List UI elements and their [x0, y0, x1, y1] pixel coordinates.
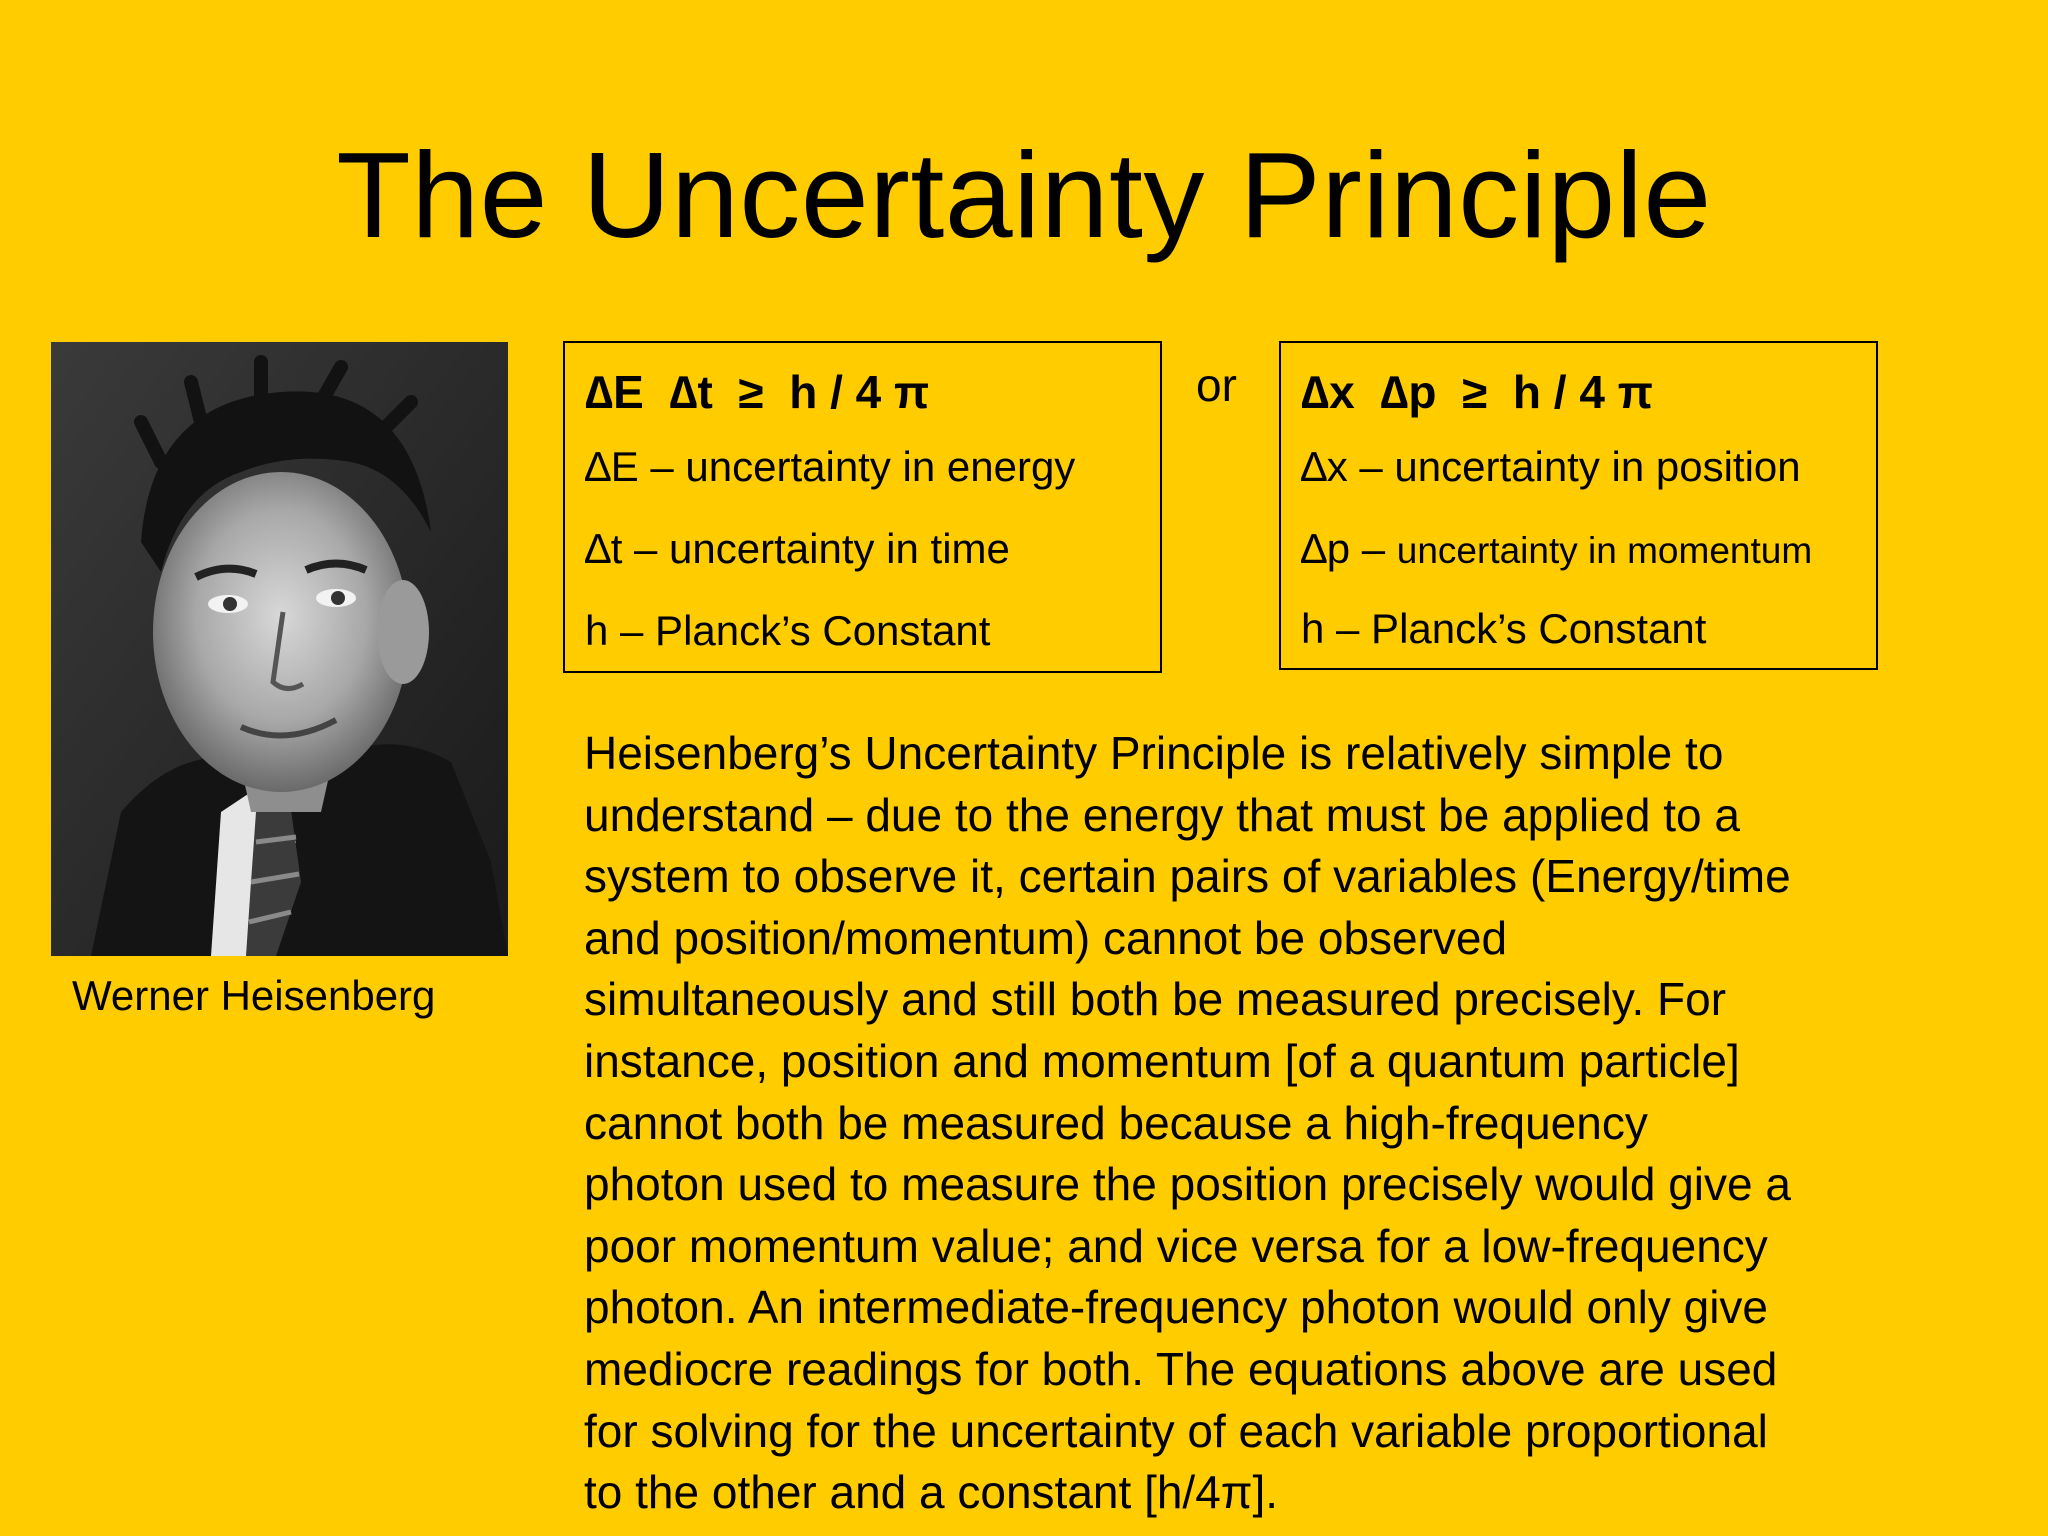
energy-time-formula: ∆E ∆t ≥ h / 4 π	[585, 366, 930, 418]
paragraph-line: photon used to measure the position precisely would give a	[584, 1158, 1791, 1211]
position-momentum-equation-box	[1279, 341, 1878, 670]
explanation-paragraph	[584, 723, 1984, 1524]
paragraph-line: simultaneously and still both be measured precisely. For	[584, 973, 1727, 1026]
paragraph-line: mediocre readings for both. The equations above are used	[584, 1342, 1778, 1395]
photo-caption: Werner Heisenberg	[72, 972, 436, 1019]
momentum-symbol: ∆p –	[1301, 525, 1397, 572]
paragraph-line: for solving for the uncertainty of each variable proportional	[584, 1404, 1768, 1457]
energy-time-equation-box	[563, 341, 1162, 673]
momentum-text: uncertainty in momentum	[1396, 530, 1813, 571]
paragraph-line: photon. An intermediate-frequency photon would only give	[584, 1281, 1769, 1334]
planck-definition: h – Planck’s Constant	[585, 607, 991, 654]
paragraph-line: system to observe it, certain pairs of variables (Energy/time	[584, 850, 1791, 903]
time-definition: ∆t – uncertainty in time	[585, 525, 1010, 572]
paragraph-line: cannot both be measured because a high-frequency	[584, 1096, 1648, 1149]
paragraph-line: and position/momentum) cannot be observed	[584, 911, 1508, 964]
paragraph-line: Heisenberg’s Uncertainty Principle is relatively simple to	[584, 727, 1724, 779]
energy-definition: ∆E – uncertainty in energy	[585, 443, 1076, 490]
heisenberg-portrait-photo	[51, 342, 508, 956]
position-momentum-formula: ∆x ∆p ≥ h / 4 π	[1301, 366, 1653, 418]
paragraph-line: to the other and a constant [h/4π].	[584, 1466, 1279, 1519]
paragraph-line: poor momentum value; and vice versa for a low-frequency	[584, 1219, 1768, 1272]
momentum-definition	[1301, 525, 1812, 573]
slide-title: The Uncertainty Principle	[336, 127, 1712, 263]
portrait-photo-icon	[51, 342, 508, 956]
or-connector: or	[1196, 359, 1237, 411]
paragraph-line: instance, position and momentum [of a quantum particle]	[584, 1034, 1740, 1087]
position-definition: ∆x – uncertainty in position	[1301, 443, 1801, 490]
paragraph-line: understand – due to the energy that must be applied to a	[584, 788, 1740, 841]
planck-definition-right: h – Planck’s Constant	[1301, 605, 1707, 652]
